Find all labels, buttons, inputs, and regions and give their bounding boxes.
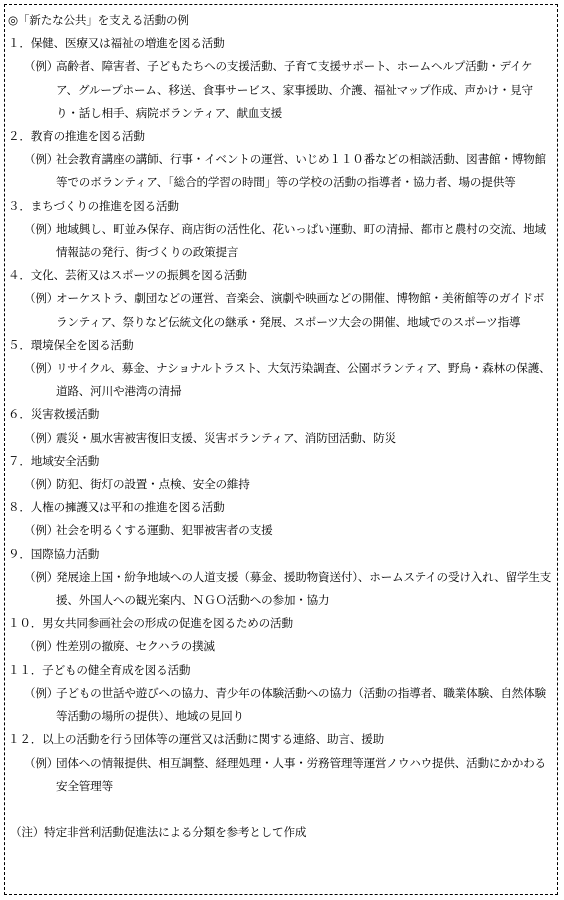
category-example bbox=[8, 635, 554, 658]
example-label: （例） bbox=[24, 523, 59, 538]
category-example bbox=[8, 519, 554, 542]
category-12 bbox=[8, 728, 554, 798]
example-label: （例） bbox=[24, 430, 59, 445]
example-label: （例） bbox=[24, 569, 59, 584]
example-text: 子どもの世話や遊びへの協力、青少年の体験活動への協力（活動の指導者、職業体験、自然体験等活動の場所の提供）、地域の見回り bbox=[56, 685, 546, 724]
example-text: 社会を明るくする運動、犯罪被害者の支援 bbox=[56, 523, 273, 538]
category-heading: ２．教育の推進を図る活動 bbox=[8, 129, 145, 144]
footnote: （注）特定非営利活動促進法による分類を参考として作成 bbox=[10, 824, 307, 839]
example-label: （例） bbox=[24, 477, 59, 492]
example-text: 発展途上国・紛争地域への人道支援（募金、援助物資送付）、ホームステイの受け入れ、留学生支援、外国人への観光案内、ＮＧＯ活動への参加・協力 bbox=[56, 569, 552, 608]
category-heading: ３．まちづくりの推進を図る活動 bbox=[8, 198, 179, 213]
example-label: （例） bbox=[24, 59, 59, 74]
category-example bbox=[8, 427, 554, 450]
category-example bbox=[8, 682, 554, 728]
category-heading: ７．地域安全活動 bbox=[8, 453, 100, 468]
category-9 bbox=[8, 543, 554, 613]
example-label: （例） bbox=[24, 685, 59, 700]
category-7 bbox=[8, 450, 554, 496]
category-4 bbox=[8, 264, 554, 334]
category-example bbox=[8, 566, 554, 612]
category-example bbox=[8, 752, 554, 798]
category-1 bbox=[8, 32, 554, 125]
example-label: （例） bbox=[24, 152, 59, 167]
example-text: オーケストラ、劇団などの運営、音楽会、演劇や映画などの開催、博物館・美術館等のガイドボランティア、祭りなど伝統文化の継承・発展、スポーツ大会の開催、地域でのスポーツ指導 bbox=[56, 291, 545, 329]
category-heading: ９．国際協力活動 bbox=[8, 546, 100, 561]
example-label: （例） bbox=[24, 361, 59, 376]
category-example bbox=[8, 218, 554, 264]
example-text: 社会教育講座の講師、行事・イベントの運営、いじめ１１０番などの相談活動、図書館・博物館等でのボランティア、「総合的学習の時間」等の学校の活動の指導者・協力者、場の提供等 bbox=[56, 152, 546, 190]
example-text: 地域興し、町並み保存、商店街の活性化、花いっぱい運動、町の清掃、都市と農村の交流、地域情報誌の発行、街づくりの政策提言 bbox=[56, 221, 546, 260]
example-text: リサイクル、募金、ナショナルトラスト、大気汚染調査、公園ボランティア、野鳥・森林の保護、道路、河川や港湾の清掃 bbox=[56, 361, 551, 399]
category-10 bbox=[8, 612, 554, 658]
example-label: （例） bbox=[24, 291, 59, 306]
category-heading: １．保健、医療又は福祉の増進を図る活動 bbox=[8, 36, 225, 51]
category-heading: １１．子どもの健全育成を図る活動 bbox=[8, 662, 191, 677]
example-label: （例） bbox=[24, 639, 59, 654]
category-3 bbox=[8, 195, 554, 265]
example-text: 性差別の撤廃、セクハラの撲滅 bbox=[56, 639, 215, 654]
category-heading: ５．環境保全を図る活動 bbox=[8, 337, 134, 352]
category-example bbox=[8, 473, 554, 496]
category-heading: ６．災害救援活動 bbox=[8, 407, 100, 422]
example-text: 防犯、街灯の設置・点検、安全の維持 bbox=[56, 477, 250, 492]
example-text: 団体への情報提供、相互調整、経理処理・人事・労務管理等運営ノウハウ提供、活動にかかわる安全管理等 bbox=[56, 755, 546, 793]
example-text: 高齢者、障害者、子どもたちへの支援活動、子育て支援サポート、ホームヘルプ活動・デイケア、グループホーム、移送、食事サービス、家事援助、介護、福祉マップ作成、声かけ・見守り・話し相手、病院ボランティア、献血支援 bbox=[56, 59, 533, 120]
example-text: 震災・風水害被害復旧支援、災害ボランティア、消防団活動、防災 bbox=[56, 430, 396, 445]
category-heading: １２．以上の活動を行う団体等の運営又は活動に関する連絡、助言、援助 bbox=[8, 732, 384, 747]
activity-list-content bbox=[8, 9, 554, 844]
category-example bbox=[8, 148, 554, 194]
category-example bbox=[8, 55, 554, 125]
category-example bbox=[8, 357, 554, 403]
category-heading: ８．人権の擁護又は平和の推進を図る活動 bbox=[8, 500, 225, 515]
category-6 bbox=[8, 403, 554, 449]
category-heading: １０．男女共同参画社会の形成の促進を図るための活動 bbox=[8, 616, 293, 631]
category-5 bbox=[8, 334, 554, 404]
category-heading: ４．文化、芸術又はスポーツの振興を図る活動 bbox=[8, 268, 247, 283]
example-label: （例） bbox=[24, 221, 59, 236]
category-example bbox=[8, 287, 554, 333]
category-11 bbox=[8, 659, 554, 729]
category-2 bbox=[8, 125, 554, 195]
example-label: （例） bbox=[24, 755, 59, 770]
document-title: ◎「新たな公共」を支える活動の例 bbox=[8, 13, 189, 27]
category-8 bbox=[8, 496, 554, 542]
